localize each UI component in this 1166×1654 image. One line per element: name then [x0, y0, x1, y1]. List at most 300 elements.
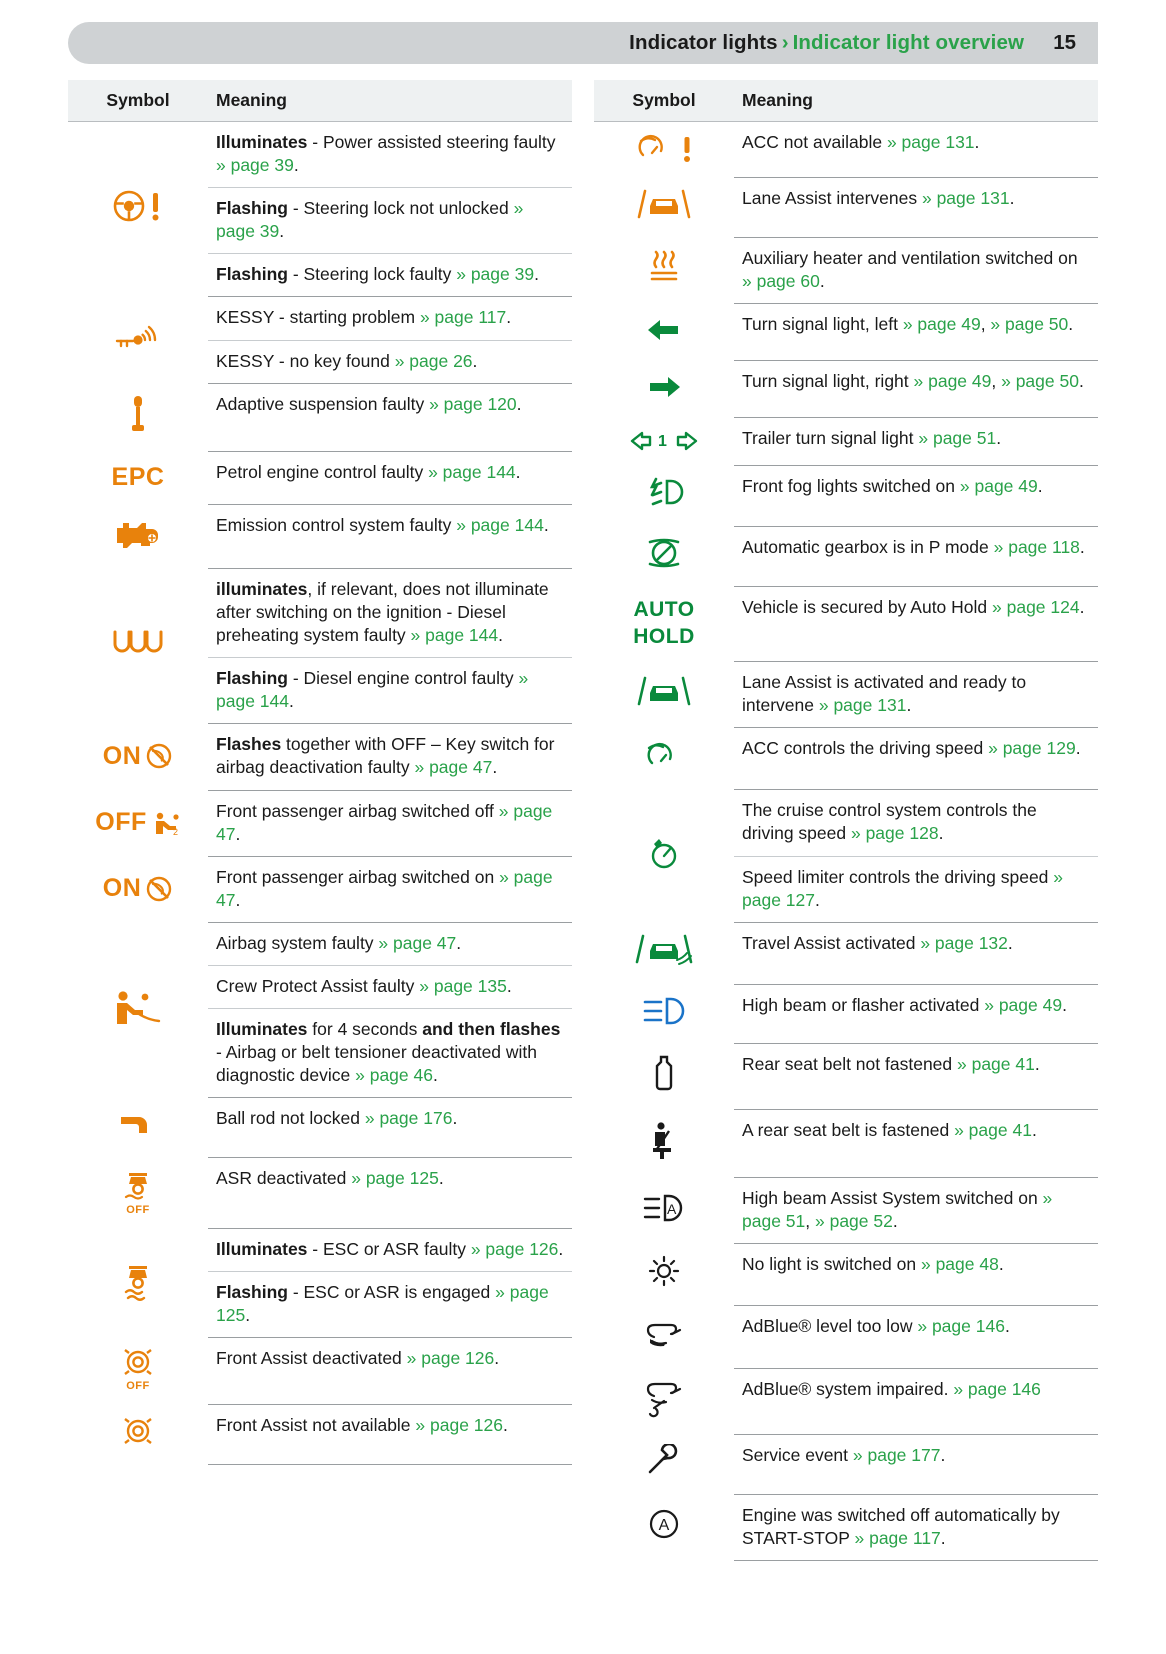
row-tail: .	[940, 1444, 946, 1465]
table-row	[594, 1368, 1098, 1434]
symbol-cell	[594, 466, 734, 526]
airbag-off-label: OFF	[95, 808, 147, 837]
symbol-cell	[68, 856, 208, 922]
row-text: for 4 seconds	[307, 1019, 423, 1040]
indicator-table-right	[594, 80, 1098, 1561]
table-header-row	[594, 80, 1098, 122]
row-text: - Steering lock faulty	[287, 264, 457, 285]
row-text: ACC not available	[742, 132, 887, 152]
airbag-crossed-icon	[145, 742, 173, 770]
column-header-symbol-right: Symbol	[594, 80, 734, 122]
meaning-cell	[734, 984, 1098, 1043]
row-tail: ,	[980, 314, 991, 335]
row-text: The cruise control system controls the driving speed	[742, 800, 1037, 844]
symbol-cell	[594, 1368, 734, 1434]
symbol-cell	[594, 1306, 734, 1368]
page-ref: » page 48	[920, 1254, 999, 1275]
page-ref: » page 120	[429, 393, 517, 414]
meaning-cell	[734, 178, 1098, 238]
row-tail: .	[432, 1065, 438, 1086]
row-text: Turn signal light, right	[742, 371, 914, 392]
row-text: No light is switched on	[742, 1254, 921, 1275]
meaning-cell	[208, 188, 572, 254]
symbol-cell	[594, 662, 734, 728]
row-tail: .	[494, 1348, 500, 1369]
table-row	[594, 1178, 1098, 1244]
trailer-turn-signal-icon	[602, 427, 726, 455]
asr-off-label: OFF	[126, 1204, 150, 1217]
row-text: ASR deactivated	[216, 1168, 352, 1189]
table-row	[594, 418, 1098, 466]
row-tail: .	[245, 1305, 251, 1326]
adblue-level-low-icon	[640, 1315, 688, 1351]
row-tail: .	[1062, 994, 1067, 1015]
symbol-cell	[68, 724, 208, 790]
symbol-cell	[68, 451, 208, 504]
meaning-cell	[208, 790, 572, 856]
row-text: - ESC or ASR faulty	[307, 1238, 471, 1259]
row-tail: .	[235, 823, 241, 844]
symbol-cell	[594, 728, 734, 790]
row-tail: .	[438, 1168, 444, 1189]
meaning-cell	[734, 790, 1098, 856]
passenger-airbag-symbol	[151, 808, 181, 838]
airbag-on-2-icon	[76, 872, 200, 905]
row-tail-2: .	[1078, 371, 1084, 392]
row-bold: Illuminates	[216, 1238, 308, 1259]
meaning-cell	[734, 1306, 1098, 1368]
auto-hold-icon: AUTO HOLD	[633, 597, 695, 649]
row-text: AdBlue® system impaired.	[742, 1378, 954, 1399]
table-row	[68, 451, 572, 504]
table-row	[68, 922, 572, 965]
symbol-cell	[594, 586, 734, 661]
table-row	[594, 361, 1098, 418]
row-text: Service event	[742, 1444, 853, 1465]
page-ref: » page 127	[742, 866, 1064, 910]
meaning-cell	[734, 1368, 1098, 1434]
table-row	[594, 466, 1098, 526]
turn-signal-right-icon	[644, 370, 684, 404]
meaning-cell	[208, 297, 572, 340]
table-row	[594, 662, 1098, 728]
page-ref: » page 117	[419, 307, 507, 328]
page-ref: » page 128	[850, 823, 939, 844]
row-tail: ,	[805, 1211, 815, 1232]
meaning-cell	[208, 383, 572, 451]
row-text: - Power assisted steering faulty	[307, 132, 556, 152]
page-ref: » page 126	[406, 1348, 495, 1369]
airbag-off-icon	[76, 806, 200, 839]
row-text: Automatic gearbox is in P mode	[742, 536, 994, 557]
table-row	[594, 178, 1098, 238]
page-ref: » page 26	[394, 350, 473, 371]
turn-signal-left-icon	[644, 313, 684, 347]
acc-not-available-icon	[602, 131, 726, 167]
symbol-cell	[594, 1043, 734, 1109]
symbol-cell	[594, 304, 734, 361]
page-ref: » page 146	[917, 1316, 1005, 1337]
svg-text:A: A	[667, 1200, 677, 1217]
page-ref: » page 144	[216, 668, 529, 712]
page-ref: » page 41	[957, 1053, 1035, 1074]
page-ref: » page 49	[902, 314, 981, 335]
table-row	[594, 304, 1098, 361]
page-ref: » page 125	[351, 1168, 439, 1189]
symbol-cell	[68, 504, 208, 568]
table-row	[68, 1338, 572, 1405]
meaning-cell	[734, 361, 1098, 418]
table-row	[68, 790, 572, 856]
meaning-cell	[208, 856, 572, 922]
row-text: - Steering lock not unlocked	[287, 198, 514, 219]
table-row	[68, 122, 572, 188]
symbol-cell	[594, 238, 734, 304]
page-ref: » page 51	[918, 428, 997, 449]
meaning-cell	[734, 662, 1098, 728]
airbag-crossed-icon-2	[145, 875, 173, 903]
row-text: KESSY - no key found	[216, 350, 395, 371]
symbol-cell	[68, 383, 208, 451]
table-row	[594, 122, 1098, 178]
meaning-cell	[208, 1404, 572, 1464]
page-ref-2: » page 52	[815, 1211, 893, 1232]
page-ref: » page 131	[818, 695, 907, 716]
page-ref: » page 177	[852, 1444, 941, 1465]
table-row	[594, 1434, 1098, 1494]
symbol-cell	[594, 178, 734, 238]
page-ref: » page 132	[920, 932, 1008, 953]
row-text: Crew Protect Assist faulty	[216, 975, 420, 996]
row-text: Front Assist not available	[216, 1414, 416, 1435]
row-text: - ESC or ASR is engaged	[287, 1282, 496, 1303]
airbag-on-label: ON	[102, 741, 142, 770]
row-bold: Flashing	[216, 1282, 288, 1303]
meaning-cell	[734, 1178, 1098, 1244]
row-text: Front passenger airbag switched on	[216, 866, 500, 887]
airbag-on-icon	[76, 740, 200, 773]
page-ref: » page 60	[742, 271, 820, 292]
row-text: Trailer turn signal light	[742, 428, 919, 449]
esc-skid-icon	[118, 1258, 158, 1302]
symbol-cell	[594, 418, 734, 466]
row-bold: illuminates	[216, 578, 308, 599]
row-text: Airbag system faulty	[216, 932, 379, 953]
svg-text:A: A	[658, 1516, 670, 1534]
steering-wheel-warning-icon	[107, 186, 169, 226]
auxiliary-heater-icon	[644, 249, 684, 285]
adaptive-suspension-icon	[125, 393, 151, 435]
page-ref: » page 135	[419, 975, 507, 996]
two-column-layout	[68, 80, 1098, 1561]
row-tail: .	[1009, 188, 1015, 208]
row-tail: .	[534, 264, 539, 285]
symbol-cell	[594, 790, 734, 922]
page-ref: » page 49	[984, 994, 1063, 1015]
epc-icon: EPC	[111, 462, 165, 491]
page-ref-2: » page 50	[990, 314, 1069, 335]
symbol-cell	[594, 1110, 734, 1178]
symbol-cell	[68, 790, 208, 856]
row-text: Speed limiter controls the driving speed	[742, 866, 1054, 887]
row-tail: .	[1079, 596, 1085, 617]
rear-seat-belt-fastened-icon	[647, 1119, 681, 1161]
row-tail: .	[492, 757, 498, 778]
indicator-table-left	[68, 80, 572, 1465]
table-row	[68, 856, 572, 922]
page-ref: » page 47	[378, 932, 457, 953]
page-ref: » page 51	[742, 1188, 1053, 1232]
row-text: ACC controls the driving speed	[742, 738, 989, 759]
meaning-cell	[734, 1244, 1098, 1306]
row-text: Emission control system faulty	[216, 514, 457, 535]
table-row	[594, 526, 1098, 586]
symbol-cell	[594, 984, 734, 1043]
row-tail: .	[516, 393, 522, 414]
meaning-cell	[208, 568, 572, 657]
table-row	[594, 1494, 1098, 1560]
row-tail: .	[452, 1108, 458, 1129]
table-row	[594, 1244, 1098, 1306]
row-bold: Flashing	[216, 198, 288, 219]
lane-assist-intervenes-icon	[633, 187, 695, 221]
table-row	[594, 1043, 1098, 1109]
table-row	[594, 238, 1098, 304]
meaning-cell	[208, 254, 572, 297]
row-tail: .	[1007, 932, 1013, 953]
page-ref: » page 39	[456, 264, 535, 285]
meaning-cell	[208, 922, 572, 965]
meaning-cell	[208, 1272, 572, 1338]
row-text: KESSY - starting problem	[216, 307, 420, 328]
row-text: Rear seat belt not fastened	[742, 1053, 957, 1074]
page-ref: » page 131	[921, 188, 1010, 208]
row-tail: .	[906, 695, 912, 716]
breadcrumb-main: Indicator lights	[629, 31, 778, 54]
page-ref: » page 125	[216, 1282, 549, 1326]
page-ref: » page 41	[954, 1120, 1032, 1141]
no-light-switched-on-icon	[644, 1253, 684, 1289]
page-ref: » page 47	[216, 800, 553, 844]
row-tail-2: .	[892, 1211, 898, 1232]
symbol-cell	[68, 1338, 208, 1405]
symbol-cell	[68, 1158, 208, 1229]
row-text: - Diesel engine control faulty	[287, 668, 519, 689]
row-tail-2: .	[1068, 314, 1074, 335]
cruise-control-icon	[642, 834, 686, 872]
row-text: Vehicle is secured by Auto Hold	[742, 596, 993, 617]
column-header-meaning-right: Meaning	[734, 80, 1098, 122]
column-header-symbol: Symbol	[68, 80, 208, 122]
meaning-cell	[734, 1110, 1098, 1178]
page-ref: » page 126	[470, 1238, 559, 1259]
meaning-cell	[208, 451, 572, 504]
row-text: Front passenger airbag switched off	[216, 800, 499, 821]
diesel-preheating-coil-icon	[107, 626, 169, 660]
meaning-cell	[208, 1338, 572, 1405]
row-text: High beam or flasher activated	[742, 994, 985, 1015]
row-tail: .	[503, 1414, 508, 1435]
table-row	[68, 297, 572, 340]
airbag-on-2-label: ON	[102, 874, 142, 903]
row-tail: .	[235, 889, 241, 910]
page-header	[68, 22, 1098, 64]
row-text: Lane Assist is activated and ready to intervene	[742, 672, 1027, 716]
page-ref: » page 47	[216, 866, 553, 910]
table-row	[594, 728, 1098, 790]
lane-assist-ready-icon	[633, 674, 695, 708]
table-row	[594, 1110, 1098, 1178]
row-tail: .	[543, 514, 549, 535]
table-row	[68, 383, 572, 451]
page-ref: » page 47	[414, 757, 493, 778]
row-tail: .	[1034, 1053, 1040, 1074]
symbol-cell	[594, 1494, 734, 1560]
row-text: , if relevant, does not illuminate after switching on the ignition - Diesel preheating system faulty	[216, 578, 549, 646]
symbol-cell	[594, 922, 734, 984]
row-text: Travel Assist activated	[742, 932, 921, 953]
row-tail: ,	[991, 371, 1002, 392]
table-row	[68, 1228, 572, 1271]
table-row	[68, 724, 572, 790]
table-row	[68, 1158, 572, 1229]
row-tail: .	[456, 932, 462, 953]
row-bold: Illuminates	[216, 132, 308, 152]
emission-control-engine-icon	[109, 514, 167, 552]
row-text: A rear seat belt is fastened	[742, 1120, 955, 1141]
symbol-cell	[68, 1228, 208, 1337]
breadcrumb-separator: ›	[781, 31, 789, 54]
row-tail: .	[1037, 476, 1043, 497]
tow-bar-ball-rod-icon	[111, 1107, 165, 1141]
meaning-cell	[734, 466, 1098, 526]
table-row	[594, 790, 1098, 856]
row-tail: .	[506, 307, 512, 328]
column-header-meaning: Meaning	[208, 80, 572, 122]
rear-seat-belt-not-fastened-icon	[650, 1053, 678, 1093]
row-text: Front fog lights switched on	[742, 476, 960, 497]
meaning-cell	[734, 1043, 1098, 1109]
symbol-cell	[594, 1244, 734, 1306]
row-tail: .	[472, 350, 478, 371]
row-bold: Illuminates	[216, 1019, 308, 1040]
front-assist-off-label: OFF	[126, 1380, 150, 1393]
meaning-cell	[734, 922, 1098, 984]
page-ref: » page 39	[216, 198, 524, 242]
page-ref: » page 144	[428, 461, 516, 482]
row-text: Auxiliary heater and ventilation switched on	[742, 248, 1078, 269]
svg-text:2: 2	[172, 826, 178, 837]
right-column	[594, 80, 1098, 1561]
meaning-cell	[208, 965, 572, 1008]
row-tail: .	[940, 1527, 946, 1548]
row-tail: .	[558, 1238, 564, 1259]
row-tail: .	[938, 823, 944, 844]
breadcrumb-sub: Indicator light overview	[792, 31, 1024, 54]
adblue-system-impaired-icon	[638, 1378, 690, 1418]
meaning-cell	[734, 586, 1098, 661]
row-text: Adaptive suspension faulty	[216, 393, 430, 414]
symbol-cell	[594, 122, 734, 178]
front-fog-lights-icon	[641, 475, 687, 509]
row-tail: .	[819, 271, 825, 292]
symbol-cell	[594, 361, 734, 418]
symbol-cell	[68, 122, 208, 297]
table-row	[594, 1306, 1098, 1368]
page-number: 15	[1053, 31, 1076, 54]
meaning-cell	[208, 1158, 572, 1229]
meaning-cell	[734, 304, 1098, 361]
row-tail: .	[506, 975, 512, 996]
page-ref: » page 129	[988, 738, 1076, 759]
symbol-cell	[68, 297, 208, 383]
row-text: Engine was switched off automatically by START-STOP	[742, 1504, 1060, 1548]
row-bold-2: and then flashes	[422, 1019, 561, 1040]
kessy-key-icon	[111, 320, 165, 354]
travel-assist-icon	[631, 932, 697, 968]
meaning-cell	[208, 504, 572, 568]
row-tail: .	[998, 1254, 1004, 1275]
symbol-cell	[68, 1098, 208, 1158]
page-ref: » page 146	[953, 1378, 1041, 1399]
table-row	[68, 568, 572, 657]
row-tail: .	[974, 132, 980, 152]
meaning-cell	[208, 658, 572, 724]
symbol-cell	[594, 1434, 734, 1494]
meaning-cell	[208, 724, 572, 790]
table-row	[594, 922, 1098, 984]
row-tail: .	[293, 155, 299, 176]
meaning-cell	[208, 1098, 572, 1158]
page-ref-2: » page 50	[1001, 371, 1079, 392]
page-ref: » page 39	[216, 155, 294, 176]
meaning-cell	[734, 728, 1098, 790]
row-text: Petrol engine control faulty	[216, 461, 429, 482]
meaning-cell	[208, 340, 572, 383]
row-tail: .	[1079, 536, 1085, 557]
row-tail: .	[289, 691, 294, 712]
front-assist-icon	[119, 1414, 157, 1448]
row-text: Front Assist deactivated	[216, 1348, 407, 1369]
meaning-cell	[734, 1494, 1098, 1560]
row-tail: .	[515, 461, 521, 482]
acc-active-icon	[642, 737, 686, 773]
high-beam-assist-icon	[639, 1191, 689, 1225]
service-wrench-icon	[642, 1444, 686, 1478]
symbol-cell	[594, 526, 734, 586]
table-row	[68, 1404, 572, 1464]
row-tail: .	[279, 221, 285, 242]
symbol-cell	[594, 1178, 734, 1244]
row-text: Ball rod not locked	[216, 1108, 365, 1129]
row-tail: .	[996, 428, 1002, 449]
page-ref: » page 144	[410, 625, 499, 646]
symbol-cell	[68, 922, 208, 1097]
page-ref: » page 117	[854, 1527, 941, 1548]
page-ref: » page 49	[913, 371, 992, 392]
row-tail: .	[498, 625, 504, 646]
table-row	[68, 1098, 572, 1158]
row-text-2: - Airbag or belt tensioner deactivated with diagnostic device	[216, 1042, 538, 1086]
page-ref: » page 124	[992, 596, 1080, 617]
high-beam-icon	[639, 994, 689, 1028]
row-text: High beam Assist System switched on	[742, 1188, 1043, 1209]
row-text: together with OFF – Key switch for airbag deactivation faulty	[216, 734, 555, 778]
row-text: AdBlue® level too low	[742, 1316, 918, 1337]
symbol-cell	[68, 1404, 208, 1464]
page-ref: » page 131	[886, 132, 975, 152]
meaning-cell	[208, 1009, 572, 1098]
